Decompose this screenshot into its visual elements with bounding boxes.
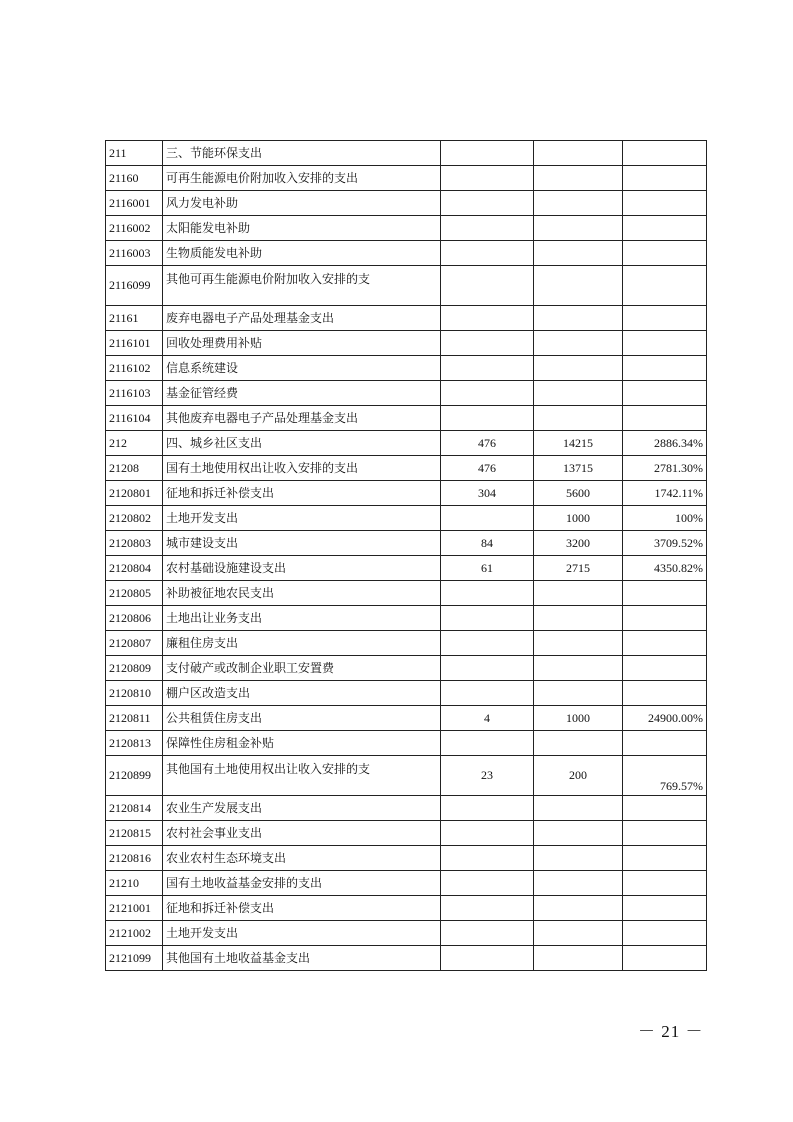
row-value-a <box>441 606 534 631</box>
row-value-b <box>534 406 623 431</box>
row-value-b <box>534 656 623 681</box>
row-percent <box>623 846 707 871</box>
table-row <box>106 456 707 481</box>
row-percent: 2781.30% <box>623 456 707 481</box>
row-value-b: 3200 <box>534 531 623 556</box>
row-value-b <box>534 681 623 706</box>
table-row <box>106 731 707 756</box>
row-name <box>163 431 441 456</box>
row-name-text: 三、节能环保支出 <box>166 145 263 160</box>
table-row <box>106 356 707 381</box>
row-percent <box>623 331 707 356</box>
row-name <box>163 821 441 846</box>
row-value-b: 5600 <box>534 481 623 506</box>
row-value-b: 1000 <box>534 706 623 731</box>
row-name <box>163 756 441 796</box>
row-code: 2120815 <box>106 821 163 846</box>
row-code: 2116003 <box>106 241 163 266</box>
table-row <box>106 331 707 356</box>
row-code: 21208 <box>106 456 163 481</box>
row-name-continuation <box>163 776 438 789</box>
row-name-text: 公共租赁住房支出 <box>166 710 263 725</box>
row-value-b <box>534 581 623 606</box>
row-percent <box>623 796 707 821</box>
row-value-b: 2715 <box>534 556 623 581</box>
row-percent <box>623 731 707 756</box>
table-row <box>106 166 707 191</box>
row-percent <box>623 406 707 431</box>
row-value-b <box>534 946 623 971</box>
row-value-a: 304 <box>441 481 534 506</box>
row-code: 21160 <box>106 166 163 191</box>
row-value-b <box>534 356 623 381</box>
row-code: 2116099 <box>106 266 163 306</box>
row-value-b <box>534 381 623 406</box>
row-name-text: 四、城乡社区支出 <box>166 435 263 450</box>
table-row <box>106 921 707 946</box>
row-value-b <box>534 331 623 356</box>
table-row <box>106 406 707 431</box>
row-percent <box>623 606 707 631</box>
row-name-text: 征地和拆迁补偿支出 <box>166 900 275 915</box>
row-name <box>163 631 441 656</box>
row-name <box>163 306 441 331</box>
row-value-a <box>441 581 534 606</box>
row-percent <box>623 821 707 846</box>
row-name <box>163 406 441 431</box>
row-name <box>163 731 441 756</box>
row-name-text: 棚户区改造支出 <box>166 685 251 700</box>
row-code: 2120802 <box>106 506 163 531</box>
row-value-a <box>441 331 534 356</box>
row-name <box>163 166 441 191</box>
row-name <box>163 216 441 241</box>
row-code: 2116101 <box>106 331 163 356</box>
row-name <box>163 681 441 706</box>
row-percent <box>623 266 707 306</box>
row-code: 2116102 <box>106 356 163 381</box>
table-row <box>106 796 707 821</box>
row-name-text: 可再生能源电价附加收入安排的支出 <box>166 170 359 185</box>
table-row <box>106 481 707 506</box>
row-name-text: 风力发电补助 <box>166 195 239 210</box>
row-value-a <box>441 141 534 166</box>
row-percent <box>623 141 707 166</box>
row-name <box>163 456 441 481</box>
row-name <box>163 266 441 306</box>
row-percent <box>623 241 707 266</box>
row-value-a <box>441 506 534 531</box>
table-row <box>106 706 707 731</box>
table-row <box>106 191 707 216</box>
row-name <box>163 556 441 581</box>
row-percent <box>623 896 707 921</box>
row-code: 2120801 <box>106 481 163 506</box>
row-code: 21161 <box>106 306 163 331</box>
row-name <box>163 846 441 871</box>
row-value-b <box>534 871 623 896</box>
row-name-text: 其他国有土地收益基金支出 <box>166 950 311 965</box>
row-value-a <box>441 921 534 946</box>
row-name <box>163 481 441 506</box>
row-name-text: 农村社会事业支出 <box>166 825 263 840</box>
table-row <box>106 656 707 681</box>
row-name-text: 农业农村生态环境支出 <box>166 850 287 865</box>
row-value-a <box>441 406 534 431</box>
row-name-text: 农村基础设施建设支出 <box>166 560 287 575</box>
row-code: 212 <box>106 431 163 456</box>
row-name <box>163 356 441 381</box>
table-row <box>106 556 707 581</box>
row-code: 2120899 <box>106 756 163 796</box>
row-code: 2120806 <box>106 606 163 631</box>
table-row <box>106 506 707 531</box>
row-name-text: 农业生产发展支出 <box>166 800 263 815</box>
row-code: 2120807 <box>106 631 163 656</box>
table-row <box>106 821 707 846</box>
row-value-a <box>441 191 534 216</box>
row-name-text: 基金征管经费 <box>166 385 239 400</box>
row-name <box>163 581 441 606</box>
row-value-b <box>534 846 623 871</box>
table-row <box>106 896 707 921</box>
row-value-b: 200 <box>534 756 623 796</box>
row-code: 2120804 <box>106 556 163 581</box>
row-value-a <box>441 216 534 241</box>
row-percent <box>623 681 707 706</box>
row-name-text: 其他可再生能源电价附加收入安排的支 <box>166 271 371 286</box>
row-percent: 100% <box>623 506 707 531</box>
table-row <box>106 241 707 266</box>
table-row <box>106 681 707 706</box>
row-name-text: 信息系统建设 <box>166 360 239 375</box>
table-row <box>106 846 707 871</box>
row-name-text: 其他废弃电器电子产品处理基金支出 <box>166 410 359 425</box>
row-percent <box>623 191 707 216</box>
row-percent <box>623 216 707 241</box>
row-value-a <box>441 871 534 896</box>
row-name-text: 回收处理费用补贴 <box>166 335 263 350</box>
table-row <box>106 216 707 241</box>
row-value-a <box>441 821 534 846</box>
row-code: 2116103 <box>106 381 163 406</box>
row-name-text: 支付破产或改制企业职工安置费 <box>166 660 335 675</box>
row-value-b <box>534 166 623 191</box>
row-code: 2121001 <box>106 896 163 921</box>
row-name-text: 征地和拆迁补偿支出 <box>166 485 275 500</box>
row-name-text: 土地开发支出 <box>166 925 239 940</box>
table-row <box>106 581 707 606</box>
row-name <box>163 191 441 216</box>
row-name-text: 补助被征地农民支出 <box>166 585 275 600</box>
row-name <box>163 946 441 971</box>
row-value-b: 14215 <box>534 431 623 456</box>
row-value-a: 84 <box>441 531 534 556</box>
row-value-b: 1000 <box>534 506 623 531</box>
row-name-continuation <box>163 286 438 299</box>
row-value-b <box>534 216 623 241</box>
table-row <box>106 381 707 406</box>
table-row <box>106 946 707 971</box>
row-code: 2121002 <box>106 921 163 946</box>
row-name <box>163 141 441 166</box>
row-value-b <box>534 241 623 266</box>
row-name-text: 国有土地收益基金安排的支出 <box>166 875 323 890</box>
budget-table <box>105 140 707 971</box>
row-value-a <box>441 796 534 821</box>
row-value-a: 23 <box>441 756 534 796</box>
row-percent <box>623 581 707 606</box>
row-percent <box>623 631 707 656</box>
row-value-a <box>441 946 534 971</box>
row-value-a: 476 <box>441 456 534 481</box>
table-row <box>106 266 707 306</box>
row-value-b <box>534 731 623 756</box>
row-percent <box>623 356 707 381</box>
row-value-a <box>441 656 534 681</box>
row-value-a: 61 <box>441 556 534 581</box>
table-row <box>106 756 707 796</box>
row-value-a <box>441 896 534 921</box>
row-code: 2120809 <box>106 656 163 681</box>
row-percent: 2886.34% <box>623 431 707 456</box>
table-row <box>106 431 707 456</box>
row-name <box>163 706 441 731</box>
row-name-text: 其他国有土地使用权出让收入安排的支 <box>166 761 371 776</box>
row-value-a: 476 <box>441 431 534 456</box>
row-value-b <box>534 796 623 821</box>
row-value-a <box>441 681 534 706</box>
row-name-text: 保障性住房租金补贴 <box>166 735 275 750</box>
row-value-a: 4 <box>441 706 534 731</box>
row-value-a <box>441 166 534 191</box>
row-value-b: 13715 <box>534 456 623 481</box>
row-percent: 769.57% <box>623 756 707 796</box>
row-value-b <box>534 266 623 306</box>
row-percent <box>623 306 707 331</box>
table-row <box>106 531 707 556</box>
row-name <box>163 241 441 266</box>
row-name <box>163 381 441 406</box>
row-value-b <box>534 631 623 656</box>
row-value-b <box>534 306 623 331</box>
row-percent <box>623 871 707 896</box>
row-percent: 4350.82% <box>623 556 707 581</box>
row-percent <box>623 921 707 946</box>
row-name <box>163 796 441 821</box>
row-name-text: 生物质能发电补助 <box>166 245 263 260</box>
row-code: 2120814 <box>106 796 163 821</box>
row-name-text: 土地出让业务支出 <box>166 610 263 625</box>
row-percent: 1742.11% <box>623 481 707 506</box>
row-name-text: 废弃电器电子产品处理基金支出 <box>166 310 335 325</box>
page-number: － 21 － <box>638 1022 704 1041</box>
row-name-text: 土地开发支出 <box>166 510 239 525</box>
row-name <box>163 331 441 356</box>
row-value-a <box>441 381 534 406</box>
row-value-b <box>534 606 623 631</box>
row-code: 21210 <box>106 871 163 896</box>
row-value-b <box>534 896 623 921</box>
table-row <box>106 631 707 656</box>
row-name <box>163 606 441 631</box>
row-code: 2120813 <box>106 731 163 756</box>
row-value-b <box>534 921 623 946</box>
row-name <box>163 531 441 556</box>
row-code: 2116001 <box>106 191 163 216</box>
row-percent <box>623 656 707 681</box>
row-value-a <box>441 266 534 306</box>
row-code: 2116002 <box>106 216 163 241</box>
row-code: 2116104 <box>106 406 163 431</box>
row-code: 211 <box>106 141 163 166</box>
table-row <box>106 306 707 331</box>
row-code: 2120816 <box>106 846 163 871</box>
row-code: 2121099 <box>106 946 163 971</box>
row-name-text: 国有土地使用权出让收入安排的支出 <box>166 460 359 475</box>
row-name <box>163 921 441 946</box>
row-value-a <box>441 731 534 756</box>
budget-table-body <box>106 141 707 971</box>
row-percent: 3709.52% <box>623 531 707 556</box>
row-value-b <box>534 191 623 216</box>
row-value-a <box>441 846 534 871</box>
row-name-text: 太阳能发电补助 <box>166 220 251 235</box>
row-code: 2120803 <box>106 531 163 556</box>
row-value-b <box>534 141 623 166</box>
row-percent: 24900.00% <box>623 706 707 731</box>
row-value-a <box>441 241 534 266</box>
row-value-a <box>441 356 534 381</box>
row-name-text: 廉租住房支出 <box>166 635 239 650</box>
row-percent <box>623 166 707 191</box>
row-name <box>163 506 441 531</box>
row-percent <box>623 381 707 406</box>
row-percent <box>623 946 707 971</box>
row-name <box>163 871 441 896</box>
row-code: 2120810 <box>106 681 163 706</box>
table-row <box>106 871 707 896</box>
table-row <box>106 141 707 166</box>
row-value-a <box>441 306 534 331</box>
row-name <box>163 896 441 921</box>
row-name <box>163 656 441 681</box>
table-row <box>106 606 707 631</box>
row-name-text: 城市建设支出 <box>166 535 239 550</box>
row-code: 2120805 <box>106 581 163 606</box>
row-value-b <box>534 821 623 846</box>
row-value-a <box>441 631 534 656</box>
row-code: 2120811 <box>106 706 163 731</box>
